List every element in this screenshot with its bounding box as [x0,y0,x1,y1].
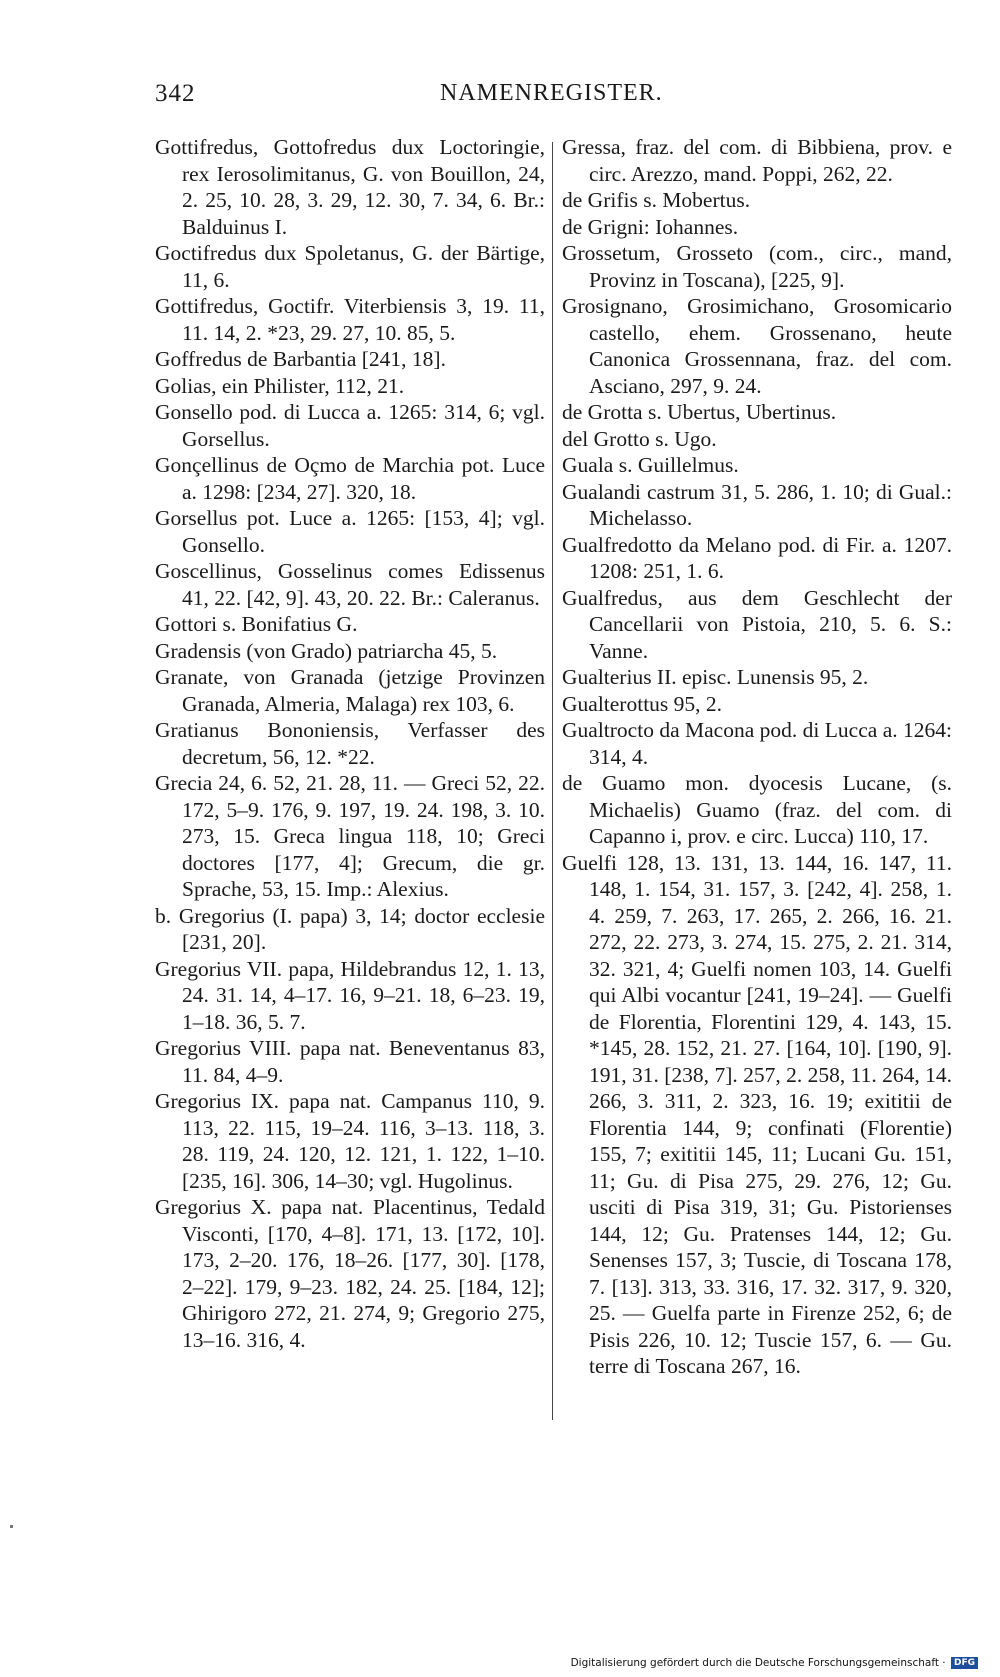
index-entry: Gregorius IX. papa nat. Campanus 110, 9. 113, 22. 115, 19–24. 116, 3–13. 118, 3. 28. 119, 24. 120, 12. 121, 1. 122, 1–10. [235, 16]. 306, 14–30; vgl. Hugolinus. [155,1089,545,1193]
page-number: 342 [155,80,196,107]
dfg-logo: DFG [951,1657,978,1669]
running-title: NAMENREGISTER. [440,80,663,106]
credit-text: Digitalisierung gefördert durch die Deutsche Forschungsgemeinschaft · [570,1657,946,1669]
page-header [155,80,945,114]
index-entry: Gualterius II. episc. Lunensis 95, 2. [562,665,869,689]
index-entry: de Guamo mon. dyocesis Lucane, (s. Michaelis) Guamo (fraz. del com. di Capanno i, prov. e circ. Lucca) 110, 17. [562,771,952,848]
index-entry: Gottifredus, Goctifr. Viterbiensis 3, 19. 11, 11. 14, 2. *23, 29. 27, 10. 85, 5. [155,294,545,345]
index-entry: Goctifredus dux Spoletanus, G. der Bärtige, 11, 6. [155,241,545,292]
digitization-credit [571,1657,978,1671]
index-entry: Gregorius VII. papa, Hildebrandus 12, 1. 13, 24. 31. 14, 4–17. 16, 9–21. 18, 6–23. 19, 1–18. 36, 5. 7. [155,956,545,1034]
index-entry: Guelfi 128, 13. 131, 13. 144, 16. 147, 11. 148, 1. 154, 31. 157, 3. [242, 4]. 258, 1. 4. 259, 7. 263, 17. 265, 2. 266, 16. 21. 272, 22. 273, 3. 274, 15. 275, 2. 21. 314, 32. 321, 4; Guelfi nomen 103, 14. Guelfi qui Albi vocantur [241, 19–24]. — Guelfi de Florentia, Florentini 129, 4. 143, 15. *145, 28. 152, 21. 27. [164, 10]. [190, 9]. 191, 31. [238, 7]. 257, 2. 258, 11. 264, 14. 266, 3. 311, 2. 323, 16. 19; exititii de Florentia 144, 9; confinati (Florentie) 155, 7; exititii 145, 11; Lucani Gu. 151, 11; Gu. di Pisa 275, 29. 276, 12; Gu. usciti di Pisa 319, 31; Gu. Pistorienses 144, 12; Gu. Pratenses 144, 12; Gu. Senenses 157, 3; Tuscie, di Toscana 178, 7. [13]. 313, 33. 316, 17. 32. 317, 9. 320, 25. — Guelfa parte in Firenze 252, 6; de Pisis 226, 10. 12; Tuscie 157, 6. — Gu. terre di Toscana 267, 16. [562,850,952,1378]
index-entry: Granate, von Granada (jetzige Provinzen Granada, Almeria, Malaga) rex 103, 6. [155,665,545,716]
index-entry: Grosignano, Grosimichano, Grosomicario castello, ehem. Grossenano, heute Canonica Grossennana, fraz. del com. Asciano, 297, 9. 24. [562,294,952,398]
index-entry: Goscellinus, Gosselinus comes Edissenus 41, 22. [42, 9]. 43, 20. 22. Br.: Caleranus. [155,559,545,610]
index-entry: Golias, ein Philister, 112, 21. [155,373,405,398]
index-column-left [155,134,545,1353]
index-entry: de Grifis s. Mobertus. [562,188,751,212]
scan-speck [10,1525,13,1528]
index-entry: Grecia 24, 6. 52, 21. 28, 11. — Greci 52, 22. 172, 5–9. 176, 9. 197, 19. 24. 198, 3. 10. 273, 15. Greca lingua 118, 10; Greci doctores [177, 4]; Grecum, die gr. Sprache, 53, 15. Imp.: Alexius. [155,771,545,901]
column-divider [552,142,553,1420]
index-entry: Gualtrocto da Macona pod. di Lucca a. 1264: 314, 4. [562,718,952,769]
index-entry: Gottifredus, Gottofredus dux Loctoringie, rex Ierosolimitanus, G. von Bouillon, 24, 2. 25, 10. 28, 3. 29, 12. 30, 7. 34, 6. Br.: Balduinus I. [155,135,545,239]
index-entry: de Grigni: Iohannes. [562,214,739,239]
index-entry: Gradensis (von Grado) patriarcha 45, 5. [155,638,498,663]
index-entry: Guala s. Guillelmus. [562,453,739,477]
index-column-right [562,134,952,1380]
index-entry: Gualfredus, aus dem Geschlecht der Cancellarii von Pistoia, 210, 5. 6. S.: Vanne. [562,585,952,663]
index-entry: Gualterottus 95, 2. [562,691,723,716]
index-entry: Gualfredotto da Melano pod. di Fir. a. 1207. 1208: 251, 1. 6. [562,532,952,583]
index-entry: Grossetum, Grosseto (com., circ., mand, Provinz in Toscana), [225, 9]. [562,241,952,292]
index-entry: Gualandi castrum 31, 5. 286, 1. 10; di Gual.: Michelasso. [562,479,952,530]
index-entry: Gottori s. Bonifatius G. [155,612,358,636]
index-entry: Gonsello pod. di Lucca a. 1265: 314, 6; vgl. Gorsellus. [155,400,545,451]
index-entry: Gratianus Bononiensis, Verfasser des decretum, 56, 12. *22. [155,718,545,769]
index-entry: Gonçellinus de Oçmo de Marchia pot. Luce a. 1298: [234, 27]. 320, 18. [155,453,545,504]
index-entry: Gorsellus pot. Luce a. 1265: [153, 4]; vgl. Gonsello. [155,506,545,557]
index-entry: b. Gregorius (I. papa) 3, 14; doctor ecclesie [231, 20]. [155,903,545,954]
index-entry: de Grotta s. Ubertus, Ubertinus. [562,400,837,424]
index-entry: Gregorius X. papa nat. Placentinus, Tedald Visconti, [170, 4–8]. 171, 13. [172, 10]. 173, 2–20. 176, 18–26. [177, 30]. [178, 2–22]. 179, 9–23. 182, 24. 25. [184, 12]; Ghirigoro 272, 21. 274, 9; Gregorio 275, 13–16. 316, 4. [155,1195,545,1352]
index-entry: Gregorius VIII. papa nat. Beneventanus 83, 11. 84, 4–9. [155,1036,545,1087]
index-entry: Gressa, fraz. del com. di Bibbiena, prov. e circ. Arezzo, mand. Poppi, 262, 22. [562,135,952,186]
index-entry: del Grotto s. Ugo. [562,426,717,451]
index-entry: Goffredus de Barbantia [241, 18]. [155,347,446,371]
